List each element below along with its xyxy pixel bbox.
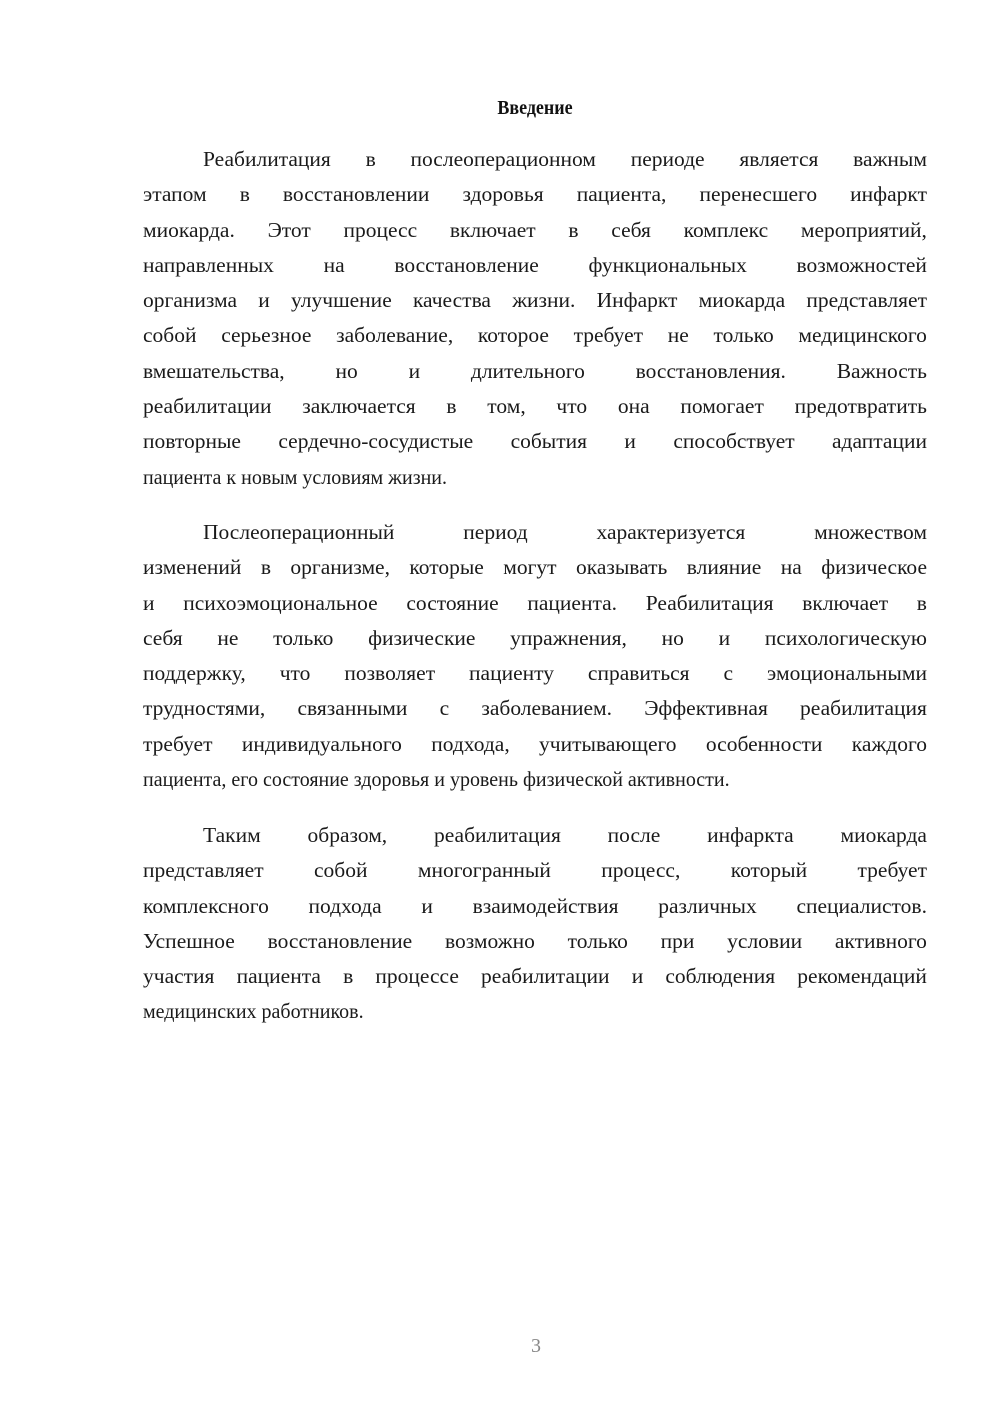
text-line: комплексного подхода и взаимодействия различных специалистов. — [143, 893, 927, 918]
text-line: направленных на восстановление функциональных возможностей — [143, 252, 927, 277]
paragraph-3 — [143, 818, 927, 1030]
text-line: вмешательства, но и длительного восстановления. Важность — [143, 358, 927, 383]
text-line: организма и улучшение качества жизни. Инфаркт миокарда представляет — [143, 288, 927, 313]
text-line: и психоэмоциональное состояние пациента. Реабилитация включает в — [143, 590, 927, 615]
text-line: участия пациента в процессе реабилитации и соблюдения рекомендаций — [143, 964, 927, 989]
text-line: себя не только физические упражнения, но и психологическую — [143, 625, 927, 650]
text-line: повторные сердечно-сосудистые события и способствует адаптации — [143, 429, 927, 454]
paragraph-1 — [143, 142, 927, 495]
text-line: трудностями, связанными с заболеванием. Эффективная реабилитация — [143, 696, 927, 721]
text-line: пациента, его состояние здоровья и уровень физической активности. — [143, 767, 730, 792]
text-line: Успешное восстановление возможно только при условии активного — [143, 928, 927, 953]
text-line: Реабилитация в послеоперационном периоде является важным — [203, 147, 927, 171]
text-line: миокарда. Этот процесс включает в себя комплекс мероприятий, — [143, 217, 927, 242]
text-line: требует индивидуального подхода, учитывающего особенности каждого — [143, 731, 927, 756]
section-title: Введение — [497, 97, 573, 119]
page-number: 3 — [531, 1335, 541, 1357]
text-line: пациента к новым условиям жизни. — [143, 464, 448, 489]
text-line: Послеоперационный период характеризуется множеством — [203, 520, 927, 544]
text-line: Таким образом, реабилитация после инфаркта миокарда — [203, 823, 927, 847]
text-line: изменений в организме, которые могут оказывать влияние на физическое — [143, 555, 927, 580]
text-line: собой серьезное заболевание, которое требует не только медицинского — [143, 323, 927, 348]
text-line: поддержку, что позволяет пациенту справиться с эмоциональными — [143, 661, 927, 686]
text-line: медицинских работников. — [143, 999, 364, 1024]
text-line: реабилитации заключается в том, что она помогает предотвратить — [143, 394, 927, 419]
text-line: представляет собой многогранный процесс, который требует — [143, 858, 927, 883]
paragraph-2 — [143, 515, 927, 797]
text-line: этапом в восстановлении здоровья пациента, перенесшего инфаркт — [143, 182, 927, 207]
